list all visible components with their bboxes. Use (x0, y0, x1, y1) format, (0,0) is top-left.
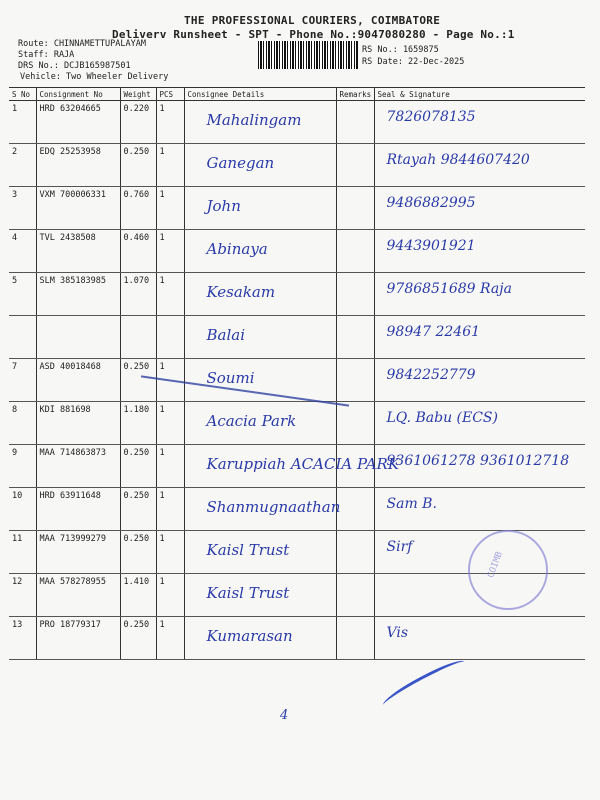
cell-pcs: 1 (156, 273, 184, 316)
handwritten-signature: 9443901921 (386, 238, 476, 254)
pen-mark (380, 655, 468, 711)
company-title: THE PROFESSIONAL COURIERS, COIMBATORE (184, 14, 441, 27)
cell-pcs: 1 (156, 144, 184, 187)
cell-sno: 2 (9, 144, 36, 187)
rs-number: RS No.: 1659875 (362, 45, 439, 55)
seal-text: COIMB (486, 550, 505, 580)
cell-remarks (336, 402, 374, 445)
cell-signature (374, 488, 585, 531)
cell-pcs: 1 (156, 402, 184, 445)
cell-consignment: ASD 40018468 (36, 359, 120, 402)
cell-consignee (184, 230, 336, 273)
cell-weight: 1.070 (120, 273, 156, 316)
rs-date: RS Date: 22-Dec-2025 (362, 57, 465, 67)
cell-signature (374, 402, 585, 445)
cell-pcs: 1 (156, 531, 184, 574)
route-label: Route: CHINNAMETTUPALAYAM (18, 39, 146, 49)
cell-consignee (184, 359, 336, 402)
cell-signature (374, 445, 585, 488)
cell-consignee (184, 617, 336, 660)
col-pcs: PCS (156, 88, 184, 101)
cell-sno: 7 (9, 359, 36, 402)
cell-signature (374, 101, 585, 144)
col-signature: Seal & Signature (374, 88, 585, 101)
handwritten-consignee: Mahalingam (206, 111, 302, 129)
cell-remarks (336, 316, 374, 359)
cell-consignment (36, 316, 120, 359)
col-sno: S No (9, 88, 36, 101)
cell-consignee (184, 144, 336, 187)
cell-sno: 10 (9, 488, 36, 531)
col-consignment: Consignment No (36, 88, 120, 101)
cell-remarks (336, 445, 374, 488)
cell-signature (374, 359, 585, 402)
cell-consignee (184, 402, 336, 445)
cell-consignment: VXM 700006331 (36, 187, 120, 230)
cell-sno: 5 (9, 273, 36, 316)
cell-consignee (184, 574, 336, 617)
cell-remarks (336, 488, 374, 531)
cell-weight: 0.250 (120, 445, 156, 488)
cell-sno: 13 (9, 617, 36, 660)
vehicle-label: Vehicle: Two Wheeler Delivery (20, 72, 169, 82)
cell-consignee (184, 531, 336, 574)
handwritten-signature: Sam B. (386, 496, 437, 512)
cell-consignment: HRD 63204665 (36, 101, 120, 144)
runsheet-subtitle: Deliverv Runsheet - SPT - Phone No.:9047080280 - Page No.:1 (112, 28, 515, 41)
handwritten-signature: Sirf (386, 539, 413, 555)
table-row (9, 445, 585, 488)
cell-consignee (184, 273, 336, 316)
handwritten-signature: 9842252779 (386, 367, 476, 383)
cell-weight: 0.460 (120, 230, 156, 273)
table-row (9, 488, 585, 531)
table-row (9, 101, 585, 144)
cell-consignment: MAA 713999279 (36, 531, 120, 574)
cell-consignment: TVL 2438508 (36, 230, 120, 273)
cell-remarks (336, 273, 374, 316)
cell-pcs: 1 (156, 574, 184, 617)
cell-remarks (336, 574, 374, 617)
cell-remarks (336, 144, 374, 187)
col-weight: Weight (120, 88, 156, 101)
cell-consignment: MAA 578278955 (36, 574, 120, 617)
cell-signature (374, 617, 585, 660)
cell-remarks (336, 101, 374, 144)
handwritten-consignee: Karuppiah ACACIA PARK (206, 455, 400, 473)
table-header-row (9, 88, 585, 101)
handwritten-consignee: Soumi (206, 369, 255, 387)
cell-signature (374, 273, 585, 316)
handwritten-signature: 7826078135 (386, 109, 476, 125)
cell-pcs: 1 (156, 445, 184, 488)
handwritten-consignee: Kumarasan (206, 627, 293, 645)
cell-consignee (184, 445, 400, 488)
cell-signature (374, 230, 585, 273)
cell-sno (9, 316, 36, 359)
cell-remarks (336, 359, 374, 402)
table-row (9, 187, 585, 230)
cell-pcs: 1 (156, 187, 184, 230)
handwritten-consignee: Balai (206, 326, 246, 344)
col-remarks: Remarks (336, 88, 374, 101)
cell-consignee (184, 101, 336, 144)
cell-sno: 9 (9, 445, 36, 488)
handwritten-consignee: Shanmugnaathan (206, 498, 341, 516)
staff-label: Staff: RAJA (18, 50, 75, 60)
cell-remarks (336, 230, 374, 273)
table-row (9, 359, 585, 402)
cell-sno: 1 (9, 101, 36, 144)
handwritten-signature: Vis (386, 625, 409, 641)
handwritten-signature: 9361061278 9361012718 (386, 453, 570, 469)
cell-weight: 0.250 (120, 359, 156, 402)
cell-pcs (156, 316, 184, 359)
cell-remarks (336, 617, 374, 660)
cell-weight: 0.250 (120, 144, 156, 187)
cell-sno: 3 (9, 187, 36, 230)
cell-weight: 0.250 (120, 488, 156, 531)
cell-signature (374, 316, 585, 359)
handwritten-signature: LQ. Babu (ECS) (386, 410, 498, 426)
cell-consignment: HRD 63911648 (36, 488, 120, 531)
cell-sno: 12 (9, 574, 36, 617)
col-consignee: Consignee Details (184, 88, 336, 101)
table-row (9, 273, 585, 316)
table-row (9, 617, 585, 660)
cell-consignment: PRO 18779317 (36, 617, 120, 660)
cell-remarks (336, 531, 374, 574)
cell-pcs: 1 (156, 359, 184, 402)
cell-weight (120, 316, 156, 359)
table-row (9, 402, 585, 445)
cell-weight: 0.250 (120, 531, 156, 574)
cell-pcs: 1 (156, 617, 184, 660)
cell-consignment: EDQ 25253958 (36, 144, 120, 187)
cell-consignment: KDI 881698 (36, 402, 120, 445)
table-row (9, 230, 585, 273)
handwritten-consignee: Kaisl Trust (206, 584, 290, 602)
handwritten-consignee: Acacia Park (206, 412, 297, 430)
handwritten-signature: 9486882995 (386, 195, 476, 211)
cell-consignment: SLM 385183985 (36, 273, 120, 316)
cell-weight: 0.220 (120, 101, 156, 144)
cell-sno: 8 (9, 402, 36, 445)
cell-weight: 0.250 (120, 617, 156, 660)
handwritten-consignee: Kaisl Trust (206, 541, 290, 559)
cell-remarks (336, 187, 374, 230)
cell-consignment: MAA 714863873 (36, 445, 120, 488)
cell-consignee (184, 316, 336, 359)
handwritten-signature: Rtayah 9844607420 (386, 152, 530, 168)
cell-sno: 4 (9, 230, 36, 273)
table-row (9, 144, 585, 187)
handwritten-consignee: Abinaya (206, 240, 268, 258)
handwritten-consignee: Kesakam (206, 283, 276, 301)
cell-signature (374, 187, 585, 230)
cell-consignee (184, 488, 341, 531)
barcode (258, 41, 358, 69)
handwritten-consignee: Ganegan (206, 154, 275, 172)
cell-consignee (184, 187, 336, 230)
cell-pcs: 1 (156, 101, 184, 144)
table-row (9, 316, 585, 359)
cell-weight: 1.180 (120, 402, 156, 445)
handwritten-signature: 98947 22461 (386, 324, 481, 340)
cell-pcs: 1 (156, 230, 184, 273)
drs-label: DRS No.: DCJB165987501 (18, 61, 131, 71)
handwritten-signature: 9786851689 Raja (386, 281, 512, 297)
cell-signature (374, 144, 585, 187)
cell-pcs: 1 (156, 488, 184, 531)
cell-weight: 0.760 (120, 187, 156, 230)
cell-weight: 1.410 (120, 574, 156, 617)
company-seal (468, 530, 548, 610)
handwritten-consignee: John (206, 197, 241, 215)
cell-sno: 11 (9, 531, 36, 574)
page-mark: 4 (280, 708, 289, 723)
